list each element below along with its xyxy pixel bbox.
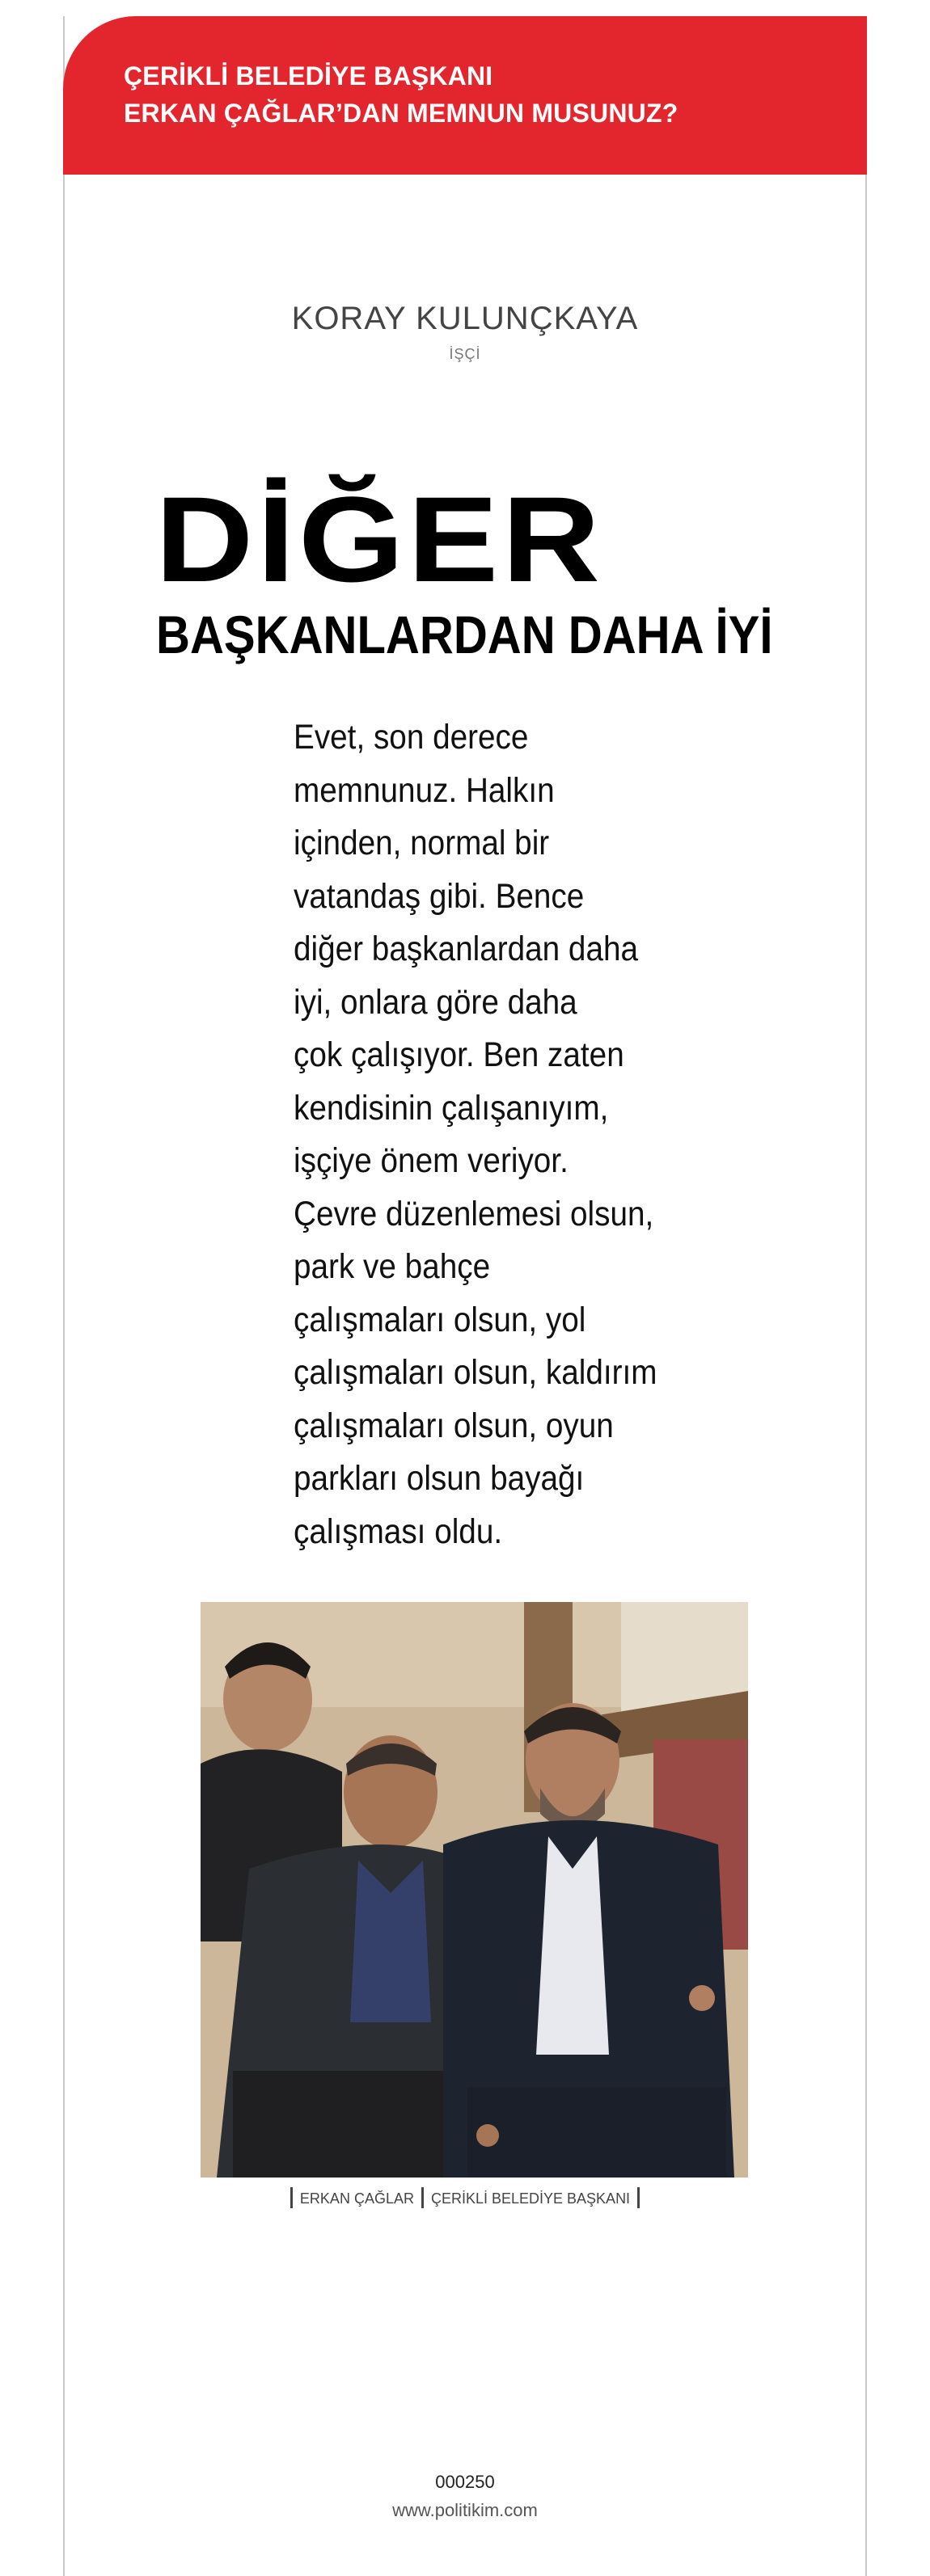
- caption-divider: [290, 2187, 293, 2208]
- body-line: içinden, normal bir: [294, 824, 550, 862]
- caption-divider: [421, 2187, 424, 2208]
- header-line-1: ÇERİKLİ BELEDİYE BAŞKANI: [124, 61, 493, 91]
- body-line: park ve bahçe: [294, 1247, 491, 1286]
- body-line: iyi, onlara göre daha: [294, 982, 577, 1022]
- body-line: Evet, son derece: [294, 718, 529, 757]
- body-line: çalışmaları olsun, oyun: [294, 1406, 614, 1445]
- body-line: çalışması oldu.: [294, 1511, 503, 1551]
- group-photo: [201, 1602, 748, 2178]
- body-line: işçiye önem veriyor.: [294, 1141, 569, 1180]
- body-line: çalışmaları olsun, kaldırım: [294, 1353, 657, 1392]
- header-banner: [63, 16, 867, 175]
- caption-title: ÇERİKLİ BELEDİYE BAŞKANI: [430, 2190, 631, 2207]
- headline: DİĞER: [155, 471, 604, 607]
- header-line-2: ERKAN ÇAĞLAR’DAN MEMNUN MUSUNUZ?: [124, 99, 678, 128]
- author-name: KORAY KULUNÇKAYA: [291, 301, 639, 336]
- body-line: Çevre düzenlemesi olsun,: [294, 1194, 654, 1233]
- caption-name: ERKAN ÇAĞLAR: [299, 2190, 414, 2207]
- body-line: kendisinin çalışanıyım,: [294, 1088, 609, 1128]
- website-link[interactable]: www.politikim.com: [392, 2500, 538, 2520]
- body-line: vatandaş gibi. Bence: [294, 876, 585, 916]
- author-role: İŞÇİ: [449, 346, 481, 362]
- page-number: 000250: [435, 2472, 495, 2492]
- body-line: çalışmaları olsun, yol: [294, 1300, 586, 1339]
- body-line: çok çalışıyor. Ben zaten: [294, 1035, 624, 1074]
- body-line: memnunuz. Halkın: [294, 770, 555, 810]
- article-body: [294, 711, 698, 1558]
- caption-divider: [637, 2187, 640, 2208]
- body-line: diğer başkanlardan daha: [294, 930, 639, 968]
- photo-caption: [0, 2187, 930, 2208]
- subheadline: BAŞKANLARDAN DAHA İYİ: [156, 605, 773, 664]
- body-line: parkları olsun bayağı: [294, 1459, 585, 1498]
